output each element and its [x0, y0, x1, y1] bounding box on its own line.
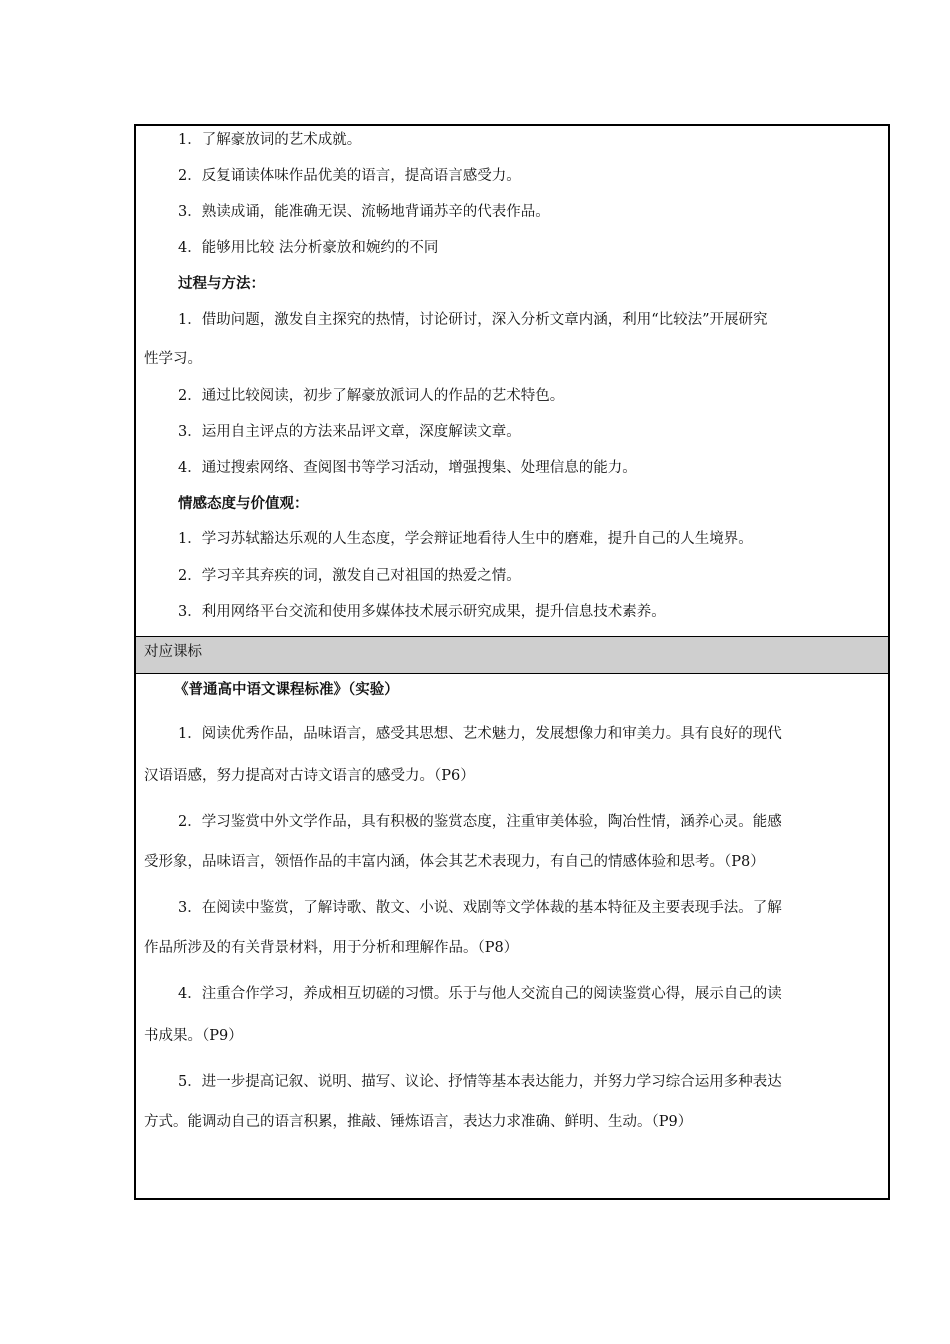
standard-paragraph-line: 方式。能调动自己的语言积累，推敲、锤炼语言，表达力求准确、鲜明、生动。（P9）: [144, 1114, 693, 1130]
process-heading: 过程与方法：: [178, 275, 265, 292]
process-item: 2．通过比较阅读，初步了解豪放派词人的作品的艺术特色。: [178, 388, 565, 404]
standard-paragraph-line: 5．进一步提高记叙、说明、描写、议论、抒情等基本表达能力，并努力学习综合运用多种表达: [178, 1074, 782, 1090]
emotion-item: 3．利用网络平台交流和使用多媒体技术展示研究成果，提升信息技术素养。: [178, 604, 666, 620]
emotion-item: 1．学习苏轼豁达乐观的人生态度，学会辩证地看待人生中的磨难，提升自己的人生境界。: [178, 531, 753, 547]
process-item-continuation: 性学习。: [144, 351, 202, 367]
knowledge-item: 1．了解豪放词的艺术成就。: [178, 132, 362, 148]
standard-paragraph-line: 作品所涉及的有关背景材料，用于分析和理解作品。（P8）: [144, 940, 519, 956]
knowledge-item: 3．熟读成诵，能准确无误、流畅地背诵苏辛的代表作品。: [178, 204, 550, 220]
emotion-heading: 情感态度与价值观：: [178, 495, 309, 512]
process-item: 1．借助问题，激发自主探究的热情，讨论研讨，深入分析文章内涵，利用“比较法”开展研究: [178, 312, 768, 328]
standard-paragraph-line: 4．注重合作学习，养成相互切磋的习惯。乐于与他人交流自己的阅读鉴赏心得，展示自己的读: [178, 986, 782, 1002]
standard-paragraph-line: 1．阅读优秀作品，品味语言，感受其思想、艺术魅力，发展想像力和审美力。具有良好的现代: [178, 726, 782, 742]
lesson-table: [134, 124, 890, 1200]
process-item: 3．运用自主评点的方法来品评文章，深度解读文章。: [178, 424, 521, 440]
standard-paragraph-line: 3．在阅读中鉴赏，了解诗歌、散文、小说、戏剧等文学体裁的基本特征及主要表现手法。了解: [178, 900, 782, 916]
standard-title: 《普通高中语文课程标准》（实验）: [174, 681, 399, 698]
knowledge-item: 4．能够用比较 法分析豪放和婉约的不同: [178, 240, 439, 256]
standard-paragraph-line: 书成果。（P9）: [144, 1028, 243, 1044]
standard-paragraph-line: 受形象，品味语言，领悟作品的丰富内涵，体会其艺术表现力，有自己的情感体验和思考。（P8）: [144, 854, 765, 870]
section-header-label: 对应课标: [144, 644, 202, 660]
section-header-row: [136, 636, 888, 674]
process-item: 4．通过搜索网络、查阅图书等学习活动，增强搜集、处理信息的能力。: [178, 460, 637, 476]
emotion-item: 2．学习辛其弃疾的词，激发自己对祖国的热爱之情。: [178, 568, 521, 584]
knowledge-item: 2．反复诵读体味作品优美的语言，提高语言感受力。: [178, 168, 521, 184]
standard-paragraph-line: 2．学习鉴赏中外文学作品，具有积极的鉴赏态度，注重审美体验，陶冶性情，涵养心灵。能感: [178, 814, 782, 830]
standard-paragraph-line: 汉语语感，努力提高对古诗文语言的感受力。（P6）: [144, 768, 475, 784]
